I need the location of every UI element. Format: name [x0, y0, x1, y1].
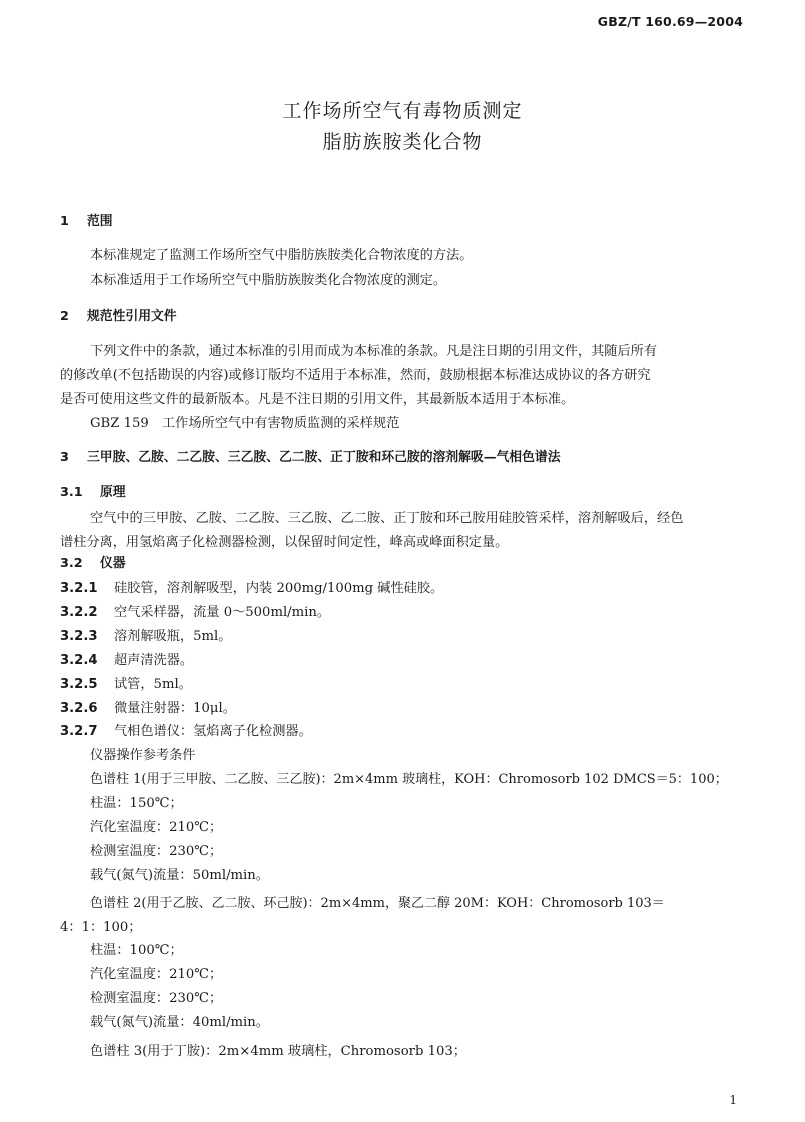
subsection-title: 原理 [100, 485, 126, 500]
paragraph-line: 谱柱分离，用氢焰离子化检测器检测，以保留时间定性，峰高或峰面积定量。 [60, 535, 509, 550]
item-text: 空气采样器，流量 0～500ml/min。 [114, 605, 331, 620]
detector-temperature: 检测室温度：230℃； [90, 844, 223, 859]
column-temperature: 柱温：100℃； [90, 943, 183, 958]
normative-reference: GBZ 159 工作场所空气中有害物质监测的采样规范 [90, 416, 400, 431]
section-3-heading [60, 452, 560, 465]
section-title: 规范性引用文件 [87, 309, 177, 324]
instrument-item [60, 702, 236, 715]
paragraph: 本标准规定了监测工作场所空气中脂肪族胺类化合物浓度的方法。 [90, 248, 473, 263]
paragraph-line: 是否可使用这些文件的最新版本。凡是不注日期的引用文件，其最新版本适用于本标准。 [60, 392, 575, 407]
instrument-item [60, 654, 193, 667]
subsection-3-2-heading [60, 558, 126, 571]
subsection-number: 3.2 [60, 556, 83, 571]
instrument-item [60, 606, 330, 619]
instrument-item [60, 582, 443, 595]
item-number: 3.2.4 [60, 653, 98, 668]
column-temperature: 柱温：150℃； [90, 796, 183, 811]
paragraph-line: 空气中的三甲胺、乙胺、二乙胺、三乙胺、乙二胺、正丁胺和环己胺用硅胶管采样，溶剂解吸后，经色 [90, 511, 684, 526]
column-2-spec: 色谱柱 2(用于乙胺、乙二胺、环己胺)：2m×4mm，聚乙二醇 20M：KOH：Chromosorb 103＝ [90, 896, 665, 911]
page-number: 1 [729, 1093, 737, 1107]
detector-temperature: 检测室温度：230℃； [90, 991, 223, 1006]
item-number: 3.2.2 [60, 605, 98, 620]
column-1-spec: 色谱柱 1(用于三甲胺、二乙胺、三乙胺)：2m×4mm 玻璃柱，KOH：Chromosorb 102 DMCS＝5：100； [90, 772, 728, 787]
section-2-heading [60, 311, 177, 324]
carrier-gas-flow: 载气(氮气)流量：50ml/min。 [90, 868, 269, 883]
paragraph-line: 下列文件中的条款，通过本标准的引用而成为本标准的条款。凡是注日期的引用文件，其随后所有 [90, 344, 658, 359]
subsection-number: 3.1 [60, 485, 83, 500]
subsection-title: 仪器 [100, 556, 126, 571]
section-number: 2 [60, 309, 69, 324]
column-3-spec: 色谱柱 3(用于丁胺)：2m×4mm 玻璃柱，Chromosorb 103； [90, 1044, 466, 1059]
section-number: 1 [60, 214, 69, 229]
item-number: 3.2.5 [60, 677, 98, 692]
item-number: 3.2.7 [60, 724, 98, 739]
item-text: 硅胶管，溶剂解吸型，内装 200mg/100mg 碱性硅胶。 [114, 581, 444, 596]
instrument-item [60, 725, 312, 738]
item-text: 溶剂解吸瓶，5ml。 [114, 629, 232, 644]
subsection-3-1-heading [60, 487, 126, 500]
section-1-heading [60, 216, 113, 229]
section-title: 范围 [87, 214, 113, 229]
section-title: 三甲胺、乙胺、二乙胺、三乙胺、乙二胺、正丁胺和环己胺的溶剂解吸—气相色谱法 [87, 450, 561, 465]
instrument-item [60, 630, 231, 643]
item-text: 微量注射器：10μl。 [114, 701, 236, 716]
paragraph-line: 的修改单(不包括勘误的内容)或修订版均不适用于本标准，然而，鼓励根据本标准达成协议的各方研究 [60, 368, 651, 383]
vaporizer-temperature: 汽化室温度：210℃； [90, 967, 223, 982]
item-number: 3.2.6 [60, 701, 98, 716]
section-number: 3 [60, 450, 69, 465]
document-title: 工作场所空气有毒物质测定 [282, 100, 523, 122]
column-2-spec-cont: 4：1：100； [60, 920, 142, 935]
item-text: 试管，5ml。 [114, 677, 192, 692]
item-number: 3.2.3 [60, 629, 98, 644]
carrier-gas-flow: 载气(氮气)流量：40ml/min。 [90, 1015, 269, 1030]
item-text: 气相色谱仪：氢焰离子化检测器。 [114, 724, 312, 739]
standard-code: GBZ/T 160.69—2004 [597, 14, 743, 29]
paragraph: 本标准适用于工作场所空气中脂肪族胺类化合物浓度的测定。 [90, 273, 447, 288]
document-subtitle: 脂肪族胺类化合物 [322, 131, 483, 153]
operating-conditions-title: 仪器操作参考条件 [90, 748, 196, 763]
item-text: 超声清洗器。 [114, 653, 194, 668]
item-number: 3.2.1 [60, 581, 98, 596]
vaporizer-temperature: 汽化室温度：210℃； [90, 820, 223, 835]
instrument-item [60, 678, 192, 691]
